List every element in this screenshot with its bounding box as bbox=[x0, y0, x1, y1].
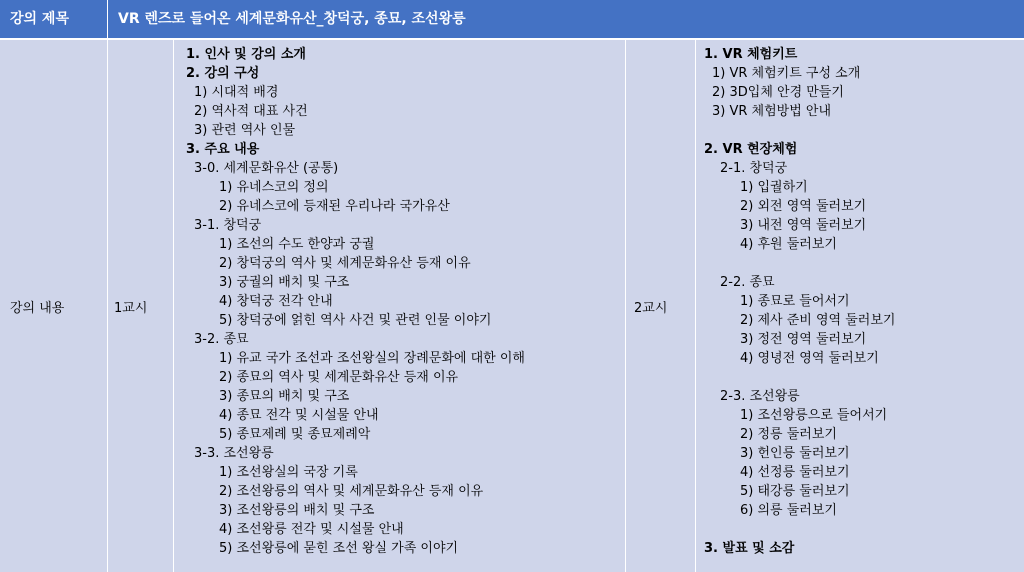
session1-content-cell bbox=[174, 40, 625, 572]
outline-line: 2-2. 종묘 bbox=[720, 275, 775, 290]
outline-line: 4) 영녕전 영역 둘러보기 bbox=[740, 351, 879, 366]
outline-line: 2) 제사 준비 영역 둘러보기 bbox=[740, 313, 896, 328]
outline-line: 5) 조선왕릉에 묻힌 조선 왕실 가족 이야기 bbox=[219, 541, 459, 556]
outline-line: 5) 창덕궁에 얽힌 역사 사건 및 관련 인물 이야기 bbox=[219, 313, 492, 328]
outline-line: 3) 궁궐의 배치 및 구조 bbox=[219, 275, 350, 290]
outline-line: 3-3. 조선왕릉 bbox=[194, 446, 274, 461]
outline-line: 1) 시대적 배경 bbox=[194, 85, 279, 100]
outline-line: 3) 관련 역사 인물 bbox=[194, 123, 296, 138]
outline-line: 2) 정릉 둘러보기 bbox=[740, 427, 837, 442]
outline-line: 2) 종묘의 역사 및 세계문화유산 등재 이유 bbox=[219, 370, 459, 385]
outline-line: 1) 유네스코의 정의 bbox=[219, 180, 329, 195]
outline-line: 3-0. 세계문화유산 (공통) bbox=[194, 161, 339, 176]
outline-line: 1) 유교 국가 조선과 조선왕실의 장례문화에 대한 이해 bbox=[219, 351, 525, 366]
outline-line: 2) 역사적 대표 사건 bbox=[194, 104, 308, 119]
outline-line bbox=[696, 121, 1024, 140]
session1-outline bbox=[174, 45, 625, 558]
outline-line: 2) 유네스코에 등재된 우리나라 국가유산 bbox=[219, 199, 450, 214]
outline-line: 4) 종묘 전각 및 시설물 안내 bbox=[219, 408, 379, 423]
content-label: 강의 내용 bbox=[10, 300, 65, 316]
outline-line: 4) 창덕궁 전각 안내 bbox=[219, 294, 333, 309]
outline-line: 1) 조선의 수도 한양과 궁궐 bbox=[219, 237, 375, 252]
outline-line: 3) VR 체험방법 안내 bbox=[712, 104, 832, 119]
outline-line: 5) 종묘제례 및 종묘제례악 bbox=[219, 427, 371, 442]
outline-line: 1) 입궐하기 bbox=[740, 180, 808, 195]
header-title-label: 강의 제목 bbox=[0, 0, 107, 38]
outline-line: 2) 창덕궁의 역사 및 세계문화유산 등재 이유 bbox=[219, 256, 471, 271]
content-label-cell bbox=[0, 40, 107, 572]
session2-label-cell bbox=[626, 40, 695, 572]
outline-line: 2) 3D입체 안경 만들기 bbox=[712, 85, 844, 100]
outline-line: 5) 태강릉 둘러보기 bbox=[740, 484, 850, 499]
outline-line: 3) 내전 영역 둘러보기 bbox=[740, 218, 867, 233]
outline-line: 3) 헌인릉 둘러보기 bbox=[740, 446, 850, 461]
outline-line: 3-2. 종묘 bbox=[194, 332, 249, 347]
session2-outline bbox=[696, 45, 1024, 558]
outline-line: 2. 강의 구성 bbox=[186, 66, 260, 81]
header-lecture-title: VR 렌즈로 들어온 세계문화유산_창덕궁, 종묘, 조선왕릉 bbox=[108, 0, 1024, 38]
outline-line: 3) 종묘의 배치 및 구조 bbox=[219, 389, 350, 404]
outline-line bbox=[696, 368, 1024, 387]
outline-line: 1. 인사 및 강의 소개 bbox=[186, 47, 306, 62]
session1-label: 1교시 bbox=[114, 300, 148, 316]
outline-line: 1. VR 체험키트 bbox=[704, 47, 798, 62]
session2-content-cell bbox=[696, 40, 1024, 572]
outline-line: 2) 조선왕릉의 역사 및 세계문화유산 등재 이유 bbox=[219, 484, 484, 499]
outline-line: 1) 조선왕실의 국장 기록 bbox=[219, 465, 358, 480]
outline-line: 3) 정전 영역 둘러보기 bbox=[740, 332, 867, 347]
outline-line: 3) 조선왕릉의 배치 및 구조 bbox=[219, 503, 375, 518]
outline-line: 1) 조선왕릉으로 들어서기 bbox=[740, 408, 888, 423]
outline-line: 3. 주요 내용 bbox=[186, 142, 260, 157]
outline-line: 4) 후원 둘러보기 bbox=[740, 237, 837, 252]
outline-line: 2-3. 조선왕릉 bbox=[720, 389, 800, 404]
outline-line: 1) 종묘로 들어서기 bbox=[740, 294, 850, 309]
outline-line: 2-1. 창덕궁 bbox=[720, 161, 788, 176]
outline-line: 2. VR 현장체험 bbox=[704, 142, 798, 157]
outline-line: 2) 외전 영역 둘러보기 bbox=[740, 199, 867, 214]
session1-label-cell bbox=[108, 40, 173, 572]
outline-line: 4) 선정릉 둘러보기 bbox=[740, 465, 850, 480]
outline-line: 6) 의릉 둘러보기 bbox=[740, 503, 837, 518]
session2-label: 2교시 bbox=[634, 300, 668, 316]
outline-line bbox=[696, 254, 1024, 273]
outline-line bbox=[696, 520, 1024, 539]
outline-line: 3. 발표 및 소감 bbox=[704, 541, 795, 556]
outline-line: 4) 조선왕릉 전각 및 시설물 안내 bbox=[219, 522, 404, 537]
outline-line: 1) VR 체험키트 구성 소개 bbox=[712, 66, 861, 81]
outline-line: 3-1. 창덕궁 bbox=[194, 218, 262, 233]
